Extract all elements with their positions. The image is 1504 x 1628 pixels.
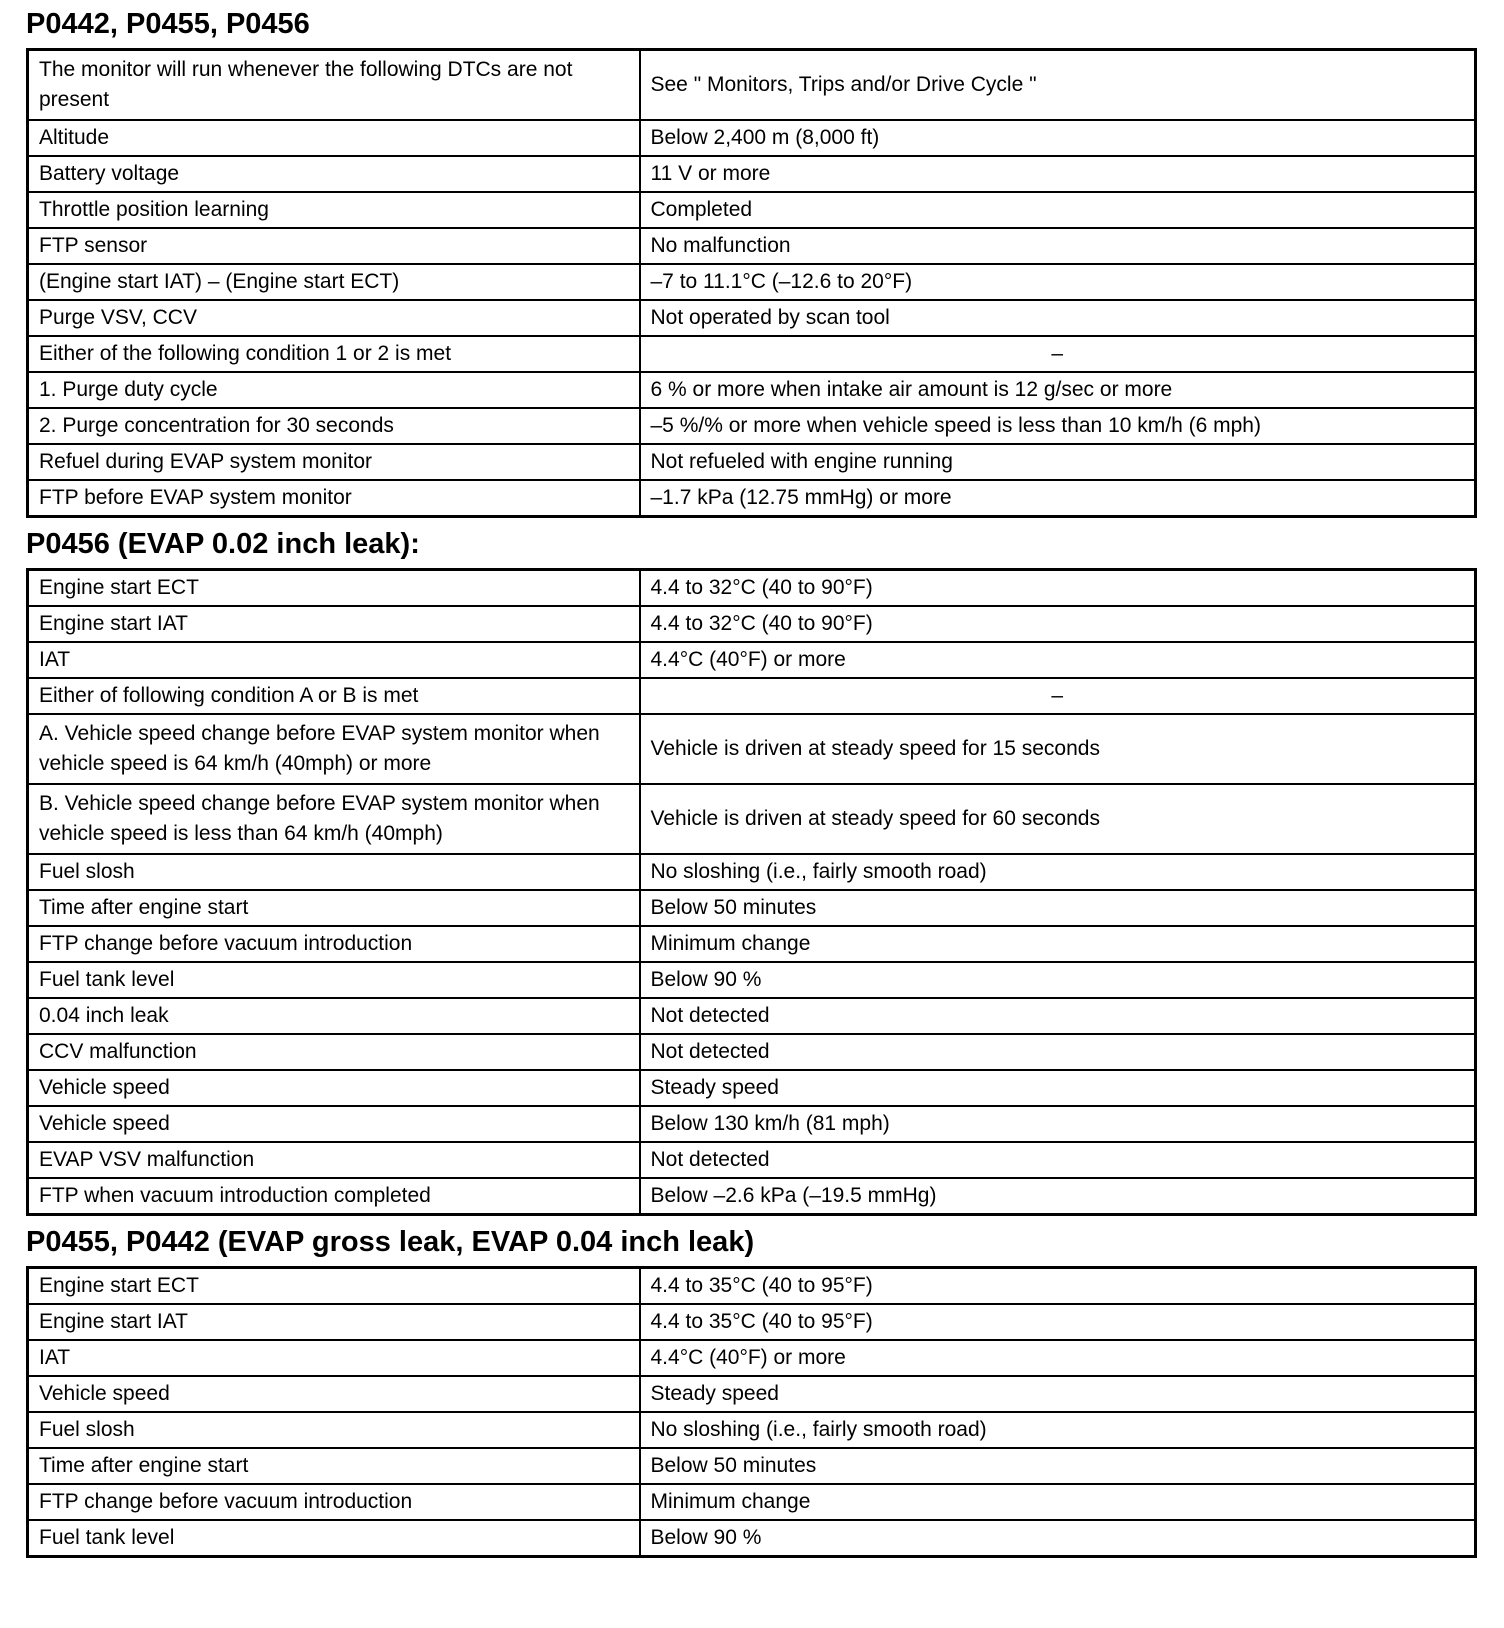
- conditions-table-p0456: [26, 568, 1477, 1216]
- table-row: [28, 1376, 1476, 1412]
- condition-label: 1. Purge duty cycle: [28, 372, 640, 408]
- condition-label: Altitude: [28, 120, 640, 156]
- table-row: [28, 890, 1476, 926]
- condition-label: Time after engine start: [28, 1448, 640, 1484]
- condition-value: Below 90 %: [640, 962, 1476, 998]
- conditions-table-general: [26, 48, 1477, 518]
- table-row: [28, 1070, 1476, 1106]
- condition-label: Time after engine start: [28, 890, 640, 926]
- condition-value: 4.4 to 35°C (40 to 95°F): [640, 1267, 1476, 1304]
- table-row: [28, 264, 1476, 300]
- condition-value: –: [640, 336, 1476, 372]
- condition-value: Not detected: [640, 1142, 1476, 1178]
- condition-label: 0.04 inch leak: [28, 998, 640, 1034]
- table-row: [28, 1484, 1476, 1520]
- table-row: [28, 1340, 1476, 1376]
- table-row: [28, 444, 1476, 480]
- condition-label: B. Vehicle speed change before EVAP system monitor when vehicle speed is less than 64 km/h (40mph): [28, 784, 640, 854]
- condition-value: Not operated by scan tool: [640, 300, 1476, 336]
- section-title-p0442-p0455-p0456: P0442, P0455, P0456: [26, 8, 310, 40]
- condition-value: Below 50 minutes: [640, 890, 1476, 926]
- table-row: [28, 998, 1476, 1034]
- table-row: [28, 372, 1476, 408]
- table-row: [28, 336, 1476, 372]
- table-row: [28, 642, 1476, 678]
- condition-label: FTP when vacuum introduction completed: [28, 1178, 640, 1215]
- condition-label: Either of the following condition 1 or 2 is met: [28, 336, 640, 372]
- condition-value: –: [640, 678, 1476, 714]
- table-row: [28, 1034, 1476, 1070]
- section-title-p0456: P0456 (EVAP 0.02 inch leak):: [26, 527, 420, 560]
- table-row: [28, 300, 1476, 336]
- table-row: [28, 1304, 1476, 1340]
- condition-label: FTP change before vacuum introduction: [28, 1484, 640, 1520]
- condition-label: Engine start IAT: [28, 606, 640, 642]
- condition-value: –5 %/% or more when vehicle speed is less than 10 km/h (6 mph): [640, 408, 1476, 444]
- table-row: [28, 192, 1476, 228]
- condition-label: Battery voltage: [28, 156, 640, 192]
- table-row: [28, 1448, 1476, 1484]
- table-row: [28, 1412, 1476, 1448]
- condition-label: Fuel slosh: [28, 1412, 640, 1448]
- condition-value: Vehicle is driven at steady speed for 15 seconds: [640, 714, 1476, 784]
- condition-label: EVAP VSV malfunction: [28, 1142, 640, 1178]
- condition-label: IAT: [28, 642, 640, 678]
- table-row: [28, 228, 1476, 264]
- condition-value: Not detected: [640, 1034, 1476, 1070]
- condition-label: Engine start ECT: [28, 569, 640, 606]
- condition-value: 4.4 to 35°C (40 to 95°F): [640, 1304, 1476, 1340]
- table-row: [28, 569, 1476, 606]
- condition-value: No malfunction: [640, 228, 1476, 264]
- condition-value: No sloshing (i.e., fairly smooth road): [640, 854, 1476, 890]
- section-title-p0455-p0442: P0455, P0442 (EVAP gross leak, EVAP 0.04 inch leak): [26, 1225, 755, 1258]
- table-row: [28, 1142, 1476, 1178]
- condition-value: Below 130 km/h (81 mph): [640, 1106, 1476, 1142]
- table-row: [28, 784, 1476, 854]
- condition-label: Vehicle speed: [28, 1376, 640, 1412]
- condition-label: Vehicle speed: [28, 1106, 640, 1142]
- condition-label: Purge VSV, CCV: [28, 300, 640, 336]
- condition-value: –7 to 11.1°C (–12.6 to 20°F): [640, 264, 1476, 300]
- table-row: [28, 678, 1476, 714]
- table-row: [28, 854, 1476, 890]
- conditions-table-p0455-p0442: [26, 1266, 1477, 1558]
- table-row: [28, 1520, 1476, 1557]
- condition-label: IAT: [28, 1340, 640, 1376]
- condition-label: FTP change before vacuum introduction: [28, 926, 640, 962]
- condition-label: Throttle position learning: [28, 192, 640, 228]
- condition-label: Fuel tank level: [28, 1520, 640, 1557]
- table-row: [28, 480, 1476, 517]
- condition-value: 6 % or more when intake air amount is 12 g/sec or more: [640, 372, 1476, 408]
- condition-value: Not detected: [640, 998, 1476, 1034]
- condition-label: Engine start ECT: [28, 1267, 640, 1304]
- document-page: [26, 0, 1474, 1558]
- condition-value: 11 V or more: [640, 156, 1476, 192]
- condition-label: Refuel during EVAP system monitor: [28, 444, 640, 480]
- condition-label: Fuel tank level: [28, 962, 640, 998]
- condition-label: FTP sensor: [28, 228, 640, 264]
- condition-value: Steady speed: [640, 1070, 1476, 1106]
- condition-value: No sloshing (i.e., fairly smooth road): [640, 1412, 1476, 1448]
- condition-value: Below –2.6 kPa (–19.5 mmHg): [640, 1178, 1476, 1215]
- condition-value: Vehicle is driven at steady speed for 60 seconds: [640, 784, 1476, 854]
- condition-value: Completed: [640, 192, 1476, 228]
- table-row: [28, 408, 1476, 444]
- condition-label: The monitor will run whenever the following DTCs are not present: [28, 50, 640, 120]
- condition-value: Minimum change: [640, 1484, 1476, 1520]
- condition-label: Fuel slosh: [28, 854, 640, 890]
- table-row: [28, 1106, 1476, 1142]
- condition-value: Minimum change: [640, 926, 1476, 962]
- condition-label: A. Vehicle speed change before EVAP system monitor when vehicle speed is 64 km/h (40mph) or more: [28, 714, 640, 784]
- condition-value: 4.4°C (40°F) or more: [640, 642, 1476, 678]
- condition-label: 2. Purge concentration for 30 seconds: [28, 408, 640, 444]
- condition-label: Engine start IAT: [28, 1304, 640, 1340]
- condition-label: (Engine start IAT) – (Engine start ECT): [28, 264, 640, 300]
- condition-label: Vehicle speed: [28, 1070, 640, 1106]
- table-row: [28, 120, 1476, 156]
- table-row: [28, 926, 1476, 962]
- table-row: [28, 606, 1476, 642]
- table-row: [28, 714, 1476, 784]
- condition-value: Steady speed: [640, 1376, 1476, 1412]
- condition-value: Not refueled with engine running: [640, 444, 1476, 480]
- condition-label: CCV malfunction: [28, 1034, 640, 1070]
- condition-value: Below 90 %: [640, 1520, 1476, 1557]
- condition-value: See " Monitors, Trips and/or Drive Cycle ": [640, 50, 1476, 120]
- table-row: [28, 1178, 1476, 1215]
- condition-value: 4.4 to 32°C (40 to 90°F): [640, 606, 1476, 642]
- condition-label: FTP before EVAP system monitor: [28, 480, 640, 517]
- table-row: [28, 50, 1476, 120]
- condition-value: 4.4°C (40°F) or more: [640, 1340, 1476, 1376]
- condition-value: Below 2,400 m (8,000 ft): [640, 120, 1476, 156]
- condition-value: Below 50 minutes: [640, 1448, 1476, 1484]
- condition-value: 4.4 to 32°C (40 to 90°F): [640, 569, 1476, 606]
- table-row: [28, 156, 1476, 192]
- condition-label: Either of following condition A or B is met: [28, 678, 640, 714]
- table-row: [28, 962, 1476, 998]
- table-row: [28, 1267, 1476, 1304]
- condition-value: –1.7 kPa (12.75 mmHg) or more: [640, 480, 1476, 517]
